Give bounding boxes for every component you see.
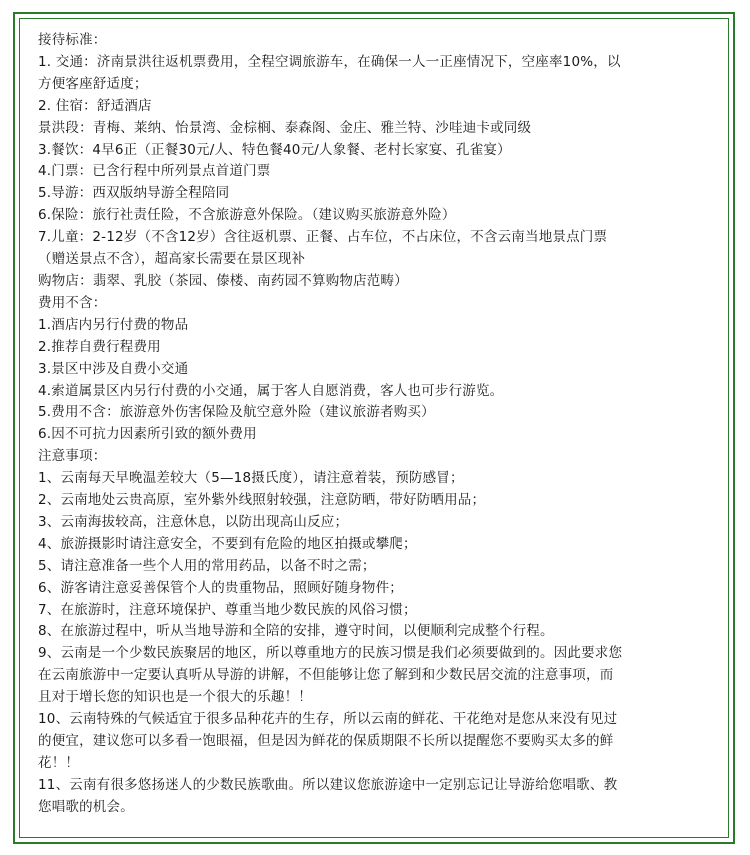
text-line: 3、云南海拔较高，注意休息，以防出现高山反应； [38, 513, 349, 530]
text-line: 4.门票：已含行程中所列景点首道门票 [38, 163, 271, 180]
text-line: 8、在旅游过程中，听从当地导游和全陪的安排，遵守时间，以便顺利完成整个行程。 [38, 623, 554, 640]
text-line: 您唱歌的机会。 [38, 798, 134, 815]
text-line: 5.费用不含：旅游意外伤害保险及航空意外险（建议旅游者购买） [38, 404, 435, 421]
text-line: 1. 交通：济南景洪往返机票费用，全程空调旅游车，在确保一人一正座情况下，空座率10%，以 [38, 53, 621, 70]
document-text [38, 30, 728, 819]
text-line: 的便宜，建议您可以多看一饱眼福，但是因为鲜花的保质期限不长所以提醒您不要购买太多的鲜 [38, 733, 614, 749]
text-line: 5.导游：西双版纳导游全程陪同 [38, 185, 230, 202]
text-line: 3.景区中涉及自费小交通 [38, 360, 189, 377]
section-heading-notes: 注意事项： [38, 448, 107, 465]
text-line: 4.索道属景区内另行付费的小交通，属于客人自愿消费，客人也可步行游览。 [38, 382, 504, 399]
text-line: （赠送景点不含），超高家长需要在景区现补 [38, 251, 306, 268]
text-line: 在云南旅游中一定要认真听从导游的讲解，不但能够让您了解到和少数民居交流的注意事项，而 [38, 667, 614, 684]
text-line: 1、云南每天早晚温差较大（5—18摄氏度），请注意着装，预防感冒； [38, 470, 464, 487]
text-line: 6.保险：旅行社责任险，不含旅游意外保险。（建议购买旅游意外险） [38, 207, 456, 224]
document-frame [13, 12, 735, 844]
text-line: 7.儿童：2-12岁（不含12岁）含往返机票、正餐、占车位，不占床位，不含云南当地景点门票 [38, 229, 608, 246]
text-line: 景洪段：青梅、莱纳、怡景湾、金棕榈、泰森阁、金庄、雅兰特、沙哇迪卡或同级 [38, 119, 532, 136]
text-line: 6.因不可抗力因素所引致的额外费用 [38, 426, 257, 443]
document-inner-frame [19, 18, 729, 838]
text-line: 7、在旅游时，注意环境保护、尊重当地少数民族的风俗习惯； [38, 601, 417, 618]
section-heading-excluded: 费用不含： [38, 294, 107, 311]
text-line: 2、云南地处云贵高原，室外紫外线照射较强，注意防晒，带好防晒用品； [38, 492, 486, 509]
text-line: 9、云南是一个少数民族聚居的地区，所以尊重地方的民族习惯是我们必须要做到的。因此要求您 [38, 645, 623, 662]
text-line: 3.餐饮：4早6正（正餐30元/人、特色餐40元/人象餐、老村长家宴、孔雀宴） [38, 141, 511, 158]
text-line: 方便客座舒适度； [38, 75, 148, 92]
text-line: 4、旅游摄影时请注意安全，不要到有危险的地区拍摄或攀爬； [38, 535, 417, 552]
text-line: 1.酒店内另行付费的物品 [38, 316, 189, 333]
text-line: 6、游客请注意妥善保管个人的贵重物品，照顾好随身物件； [38, 579, 403, 596]
text-line: 2. 住宿：舒适酒店 [38, 97, 152, 114]
text-line: 5、请注意准备一些个人用的常用药品，以备不时之需； [38, 557, 376, 574]
text-line: 花！！ [38, 754, 80, 771]
text-line: 2.推荐自费行程费用 [38, 338, 161, 355]
section-heading-standard: 接待标准： [38, 32, 107, 48]
text-line: 购物店：翡翠、乳胶（茶园、傣楼、南药园不算购物店范畴） [38, 272, 408, 289]
text-line: 且对于增长您的知识也是一个很大的乐趣！！ [38, 689, 312, 706]
text-line: 11、云南有很多悠扬迷人的少数民族歌曲。所以建议您旅游途中一定别忘记让导游给您唱歌、教 [38, 776, 618, 793]
text-line: 10、云南特殊的气候适宜于很多品种花卉的生存，所以云南的鲜花、干花绝对是您从来没有见过 [38, 711, 618, 728]
